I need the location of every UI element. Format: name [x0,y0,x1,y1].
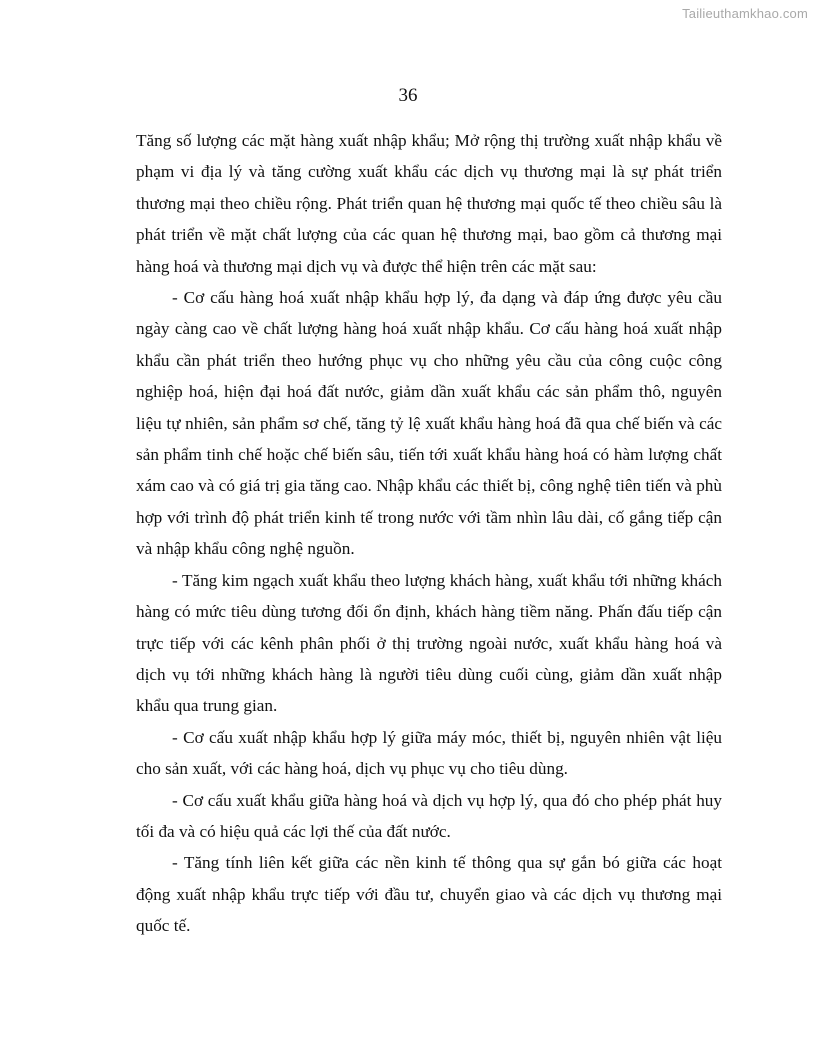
paragraph-bullet-linkage: - Tăng tính liên kết giữa các nền kinh tế thông qua sự gắn bó giữa các hoạt động xuất nhập khẩu trực tiếp với đầu tư, chuyển giao và các dịch vụ thương mại quốc tế. [136,853,722,936]
paragraph-bullet-structure: - Cơ cấu hàng hoá xuất nhập khẩu hợp lý, đa dạng và đáp ứng được yêu cầu ngày càng cao về chất lượng hàng hoá xuất nhập khẩu. Cơ cấu hàng hoá xuất nhập khẩu cần phát triển theo hướng phục vụ cho những yêu cầu của công cuộc công nghiệp hoá, hiện đại hoá đất nước, giảm dần xuất khẩu các sản phẩm thô, nguyên liệu tự nhiên, sản phẩm sơ chế, tăng tỷ lệ xuất khẩu hàng hoá đã qua chế biến và các sản phẩm tinh chế hoặc chế biến sâu, tiến tới xuất khẩu hàng hoá có hàm lượng chất xám cao và có giá trị gia tăng cao. Nhập khẩu các thiết bị, công nghệ tiên tiến và phù hợp với trình độ phát triển kinh tế trong nước với tầm nhìn lâu dài, cố gắng tiếp cận và nhập khẩu công nghệ nguồn. [136,288,722,559]
paragraph-bullet-customers: - Tăng kim ngạch xuất khẩu theo lượng khách hàng, xuất khẩu tới những khách hàng có mức tiêu dùng tương đối ổn định, khách hàng tiềm năng. Phấn đấu tiếp cận trực tiếp với các kênh phân phối ở thị trường ngoài nước, xuất khẩu hàng hoá và dịch vụ tới những khách hàng là người tiêu dùng cuối cùng, giảm dần xuất nhập khẩu qua trung gian. [136,570,722,716]
paragraph-intro: Tăng số lượng các mặt hàng xuất nhập khẩu; Mở rộng thị trường xuất nhập khẩu về phạm vi địa lý và tăng cường xuất khẩu các dịch vụ thương mại là sự phát triển thương mại theo chiều rộng. Phát triển quan hệ thương mại quốc tế theo chiều sâu là phát triển về mặt chất lượng của các quan hệ thương mại, bao gồm cả thương mại hàng hoá và thương mại dịch vụ và được thể hiện trên các mặt sau: [136,131,722,276]
page-number: 36 [398,85,418,106]
document-body [136,125,722,942]
paragraph-bullet-machinery: - Cơ cấu xuất nhập khẩu hợp lý giữa máy móc, thiết bị, nguyên nhiên vật liệu cho sản xuất, với các hàng hoá, dịch vụ phục vụ cho tiêu dùng. [136,727,722,779]
watermark: Tailieuthamkhao.com [682,6,808,21]
paragraph-bullet-goods-services: - Cơ cấu xuất khẩu giữa hàng hoá và dịch vụ hợp lý, qua đó cho phép phát huy tối đa và có hiệu quả các lợi thế của đất nước. [136,790,722,841]
